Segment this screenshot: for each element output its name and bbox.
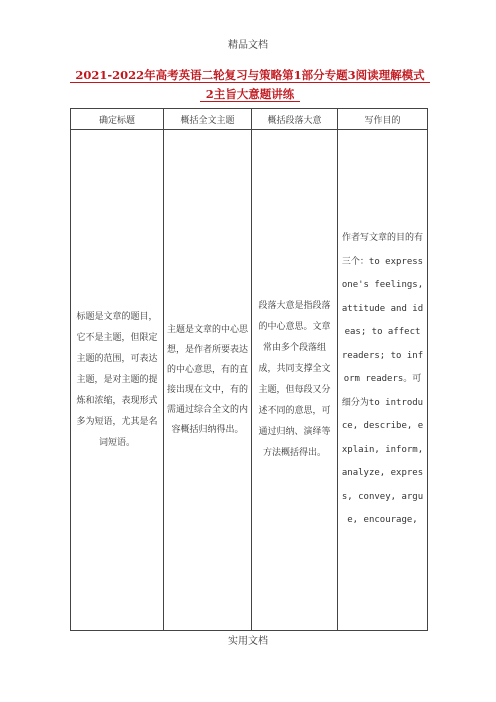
cell-text: 标题是文章的题目，它不是主题，但限定主题的范围，可表达主题，是对主题的提炼和浓缩，表现形式多为短语，尤其是名词短语。 <box>76 311 158 448</box>
table-row <box>71 130 428 631</box>
title-underline-2 <box>200 101 300 102</box>
document-title <box>70 66 430 104</box>
title-line-2: 2主旨大意题讲练 <box>205 87 295 101</box>
cell-text: 主题是文章的中心思想，是作者所要表达的中心意思，有的直接出现在文中，有的需通过综合全文的内容概括归纳得出。 <box>167 325 249 435</box>
summary-table <box>70 108 428 631</box>
table-header-row <box>71 109 428 130</box>
title-underline <box>70 82 430 83</box>
header-summarize-theme: 概括全文主题 <box>164 109 252 130</box>
cell-title-description <box>71 130 164 631</box>
page-header: 精品文档 <box>228 40 268 51</box>
header-summarize-paragraph: 概括段落大意 <box>252 109 338 130</box>
cell-text: 段落大意是指段落的中心意思。文章常由多个段落组成，共同支撑全文主题，但每段又分述不同的意思，可通过归纳、演绎等方法概括得出。 <box>258 301 331 458</box>
cell-paragraph-description <box>252 130 338 631</box>
cell-purpose-description <box>338 130 428 631</box>
header-writing-purpose: 写作目的 <box>338 109 428 130</box>
page-footer: 实用文档 <box>228 636 268 647</box>
title-line-1: 2021-2022年高考英语二轮复习与策略第1部分专题3阅读理解模式 <box>75 68 425 82</box>
cell-theme-description <box>164 130 252 631</box>
cell-text: 作者写文章的目的有三个：to express one's feelings, attitude and ideas; to affect readers; to inform readers。可细分为to introduce, describe, explain, inform, analyze, express, convey, argue, encourage, <box>341 233 424 526</box>
header-determine-title: 确定标题 <box>71 109 164 130</box>
